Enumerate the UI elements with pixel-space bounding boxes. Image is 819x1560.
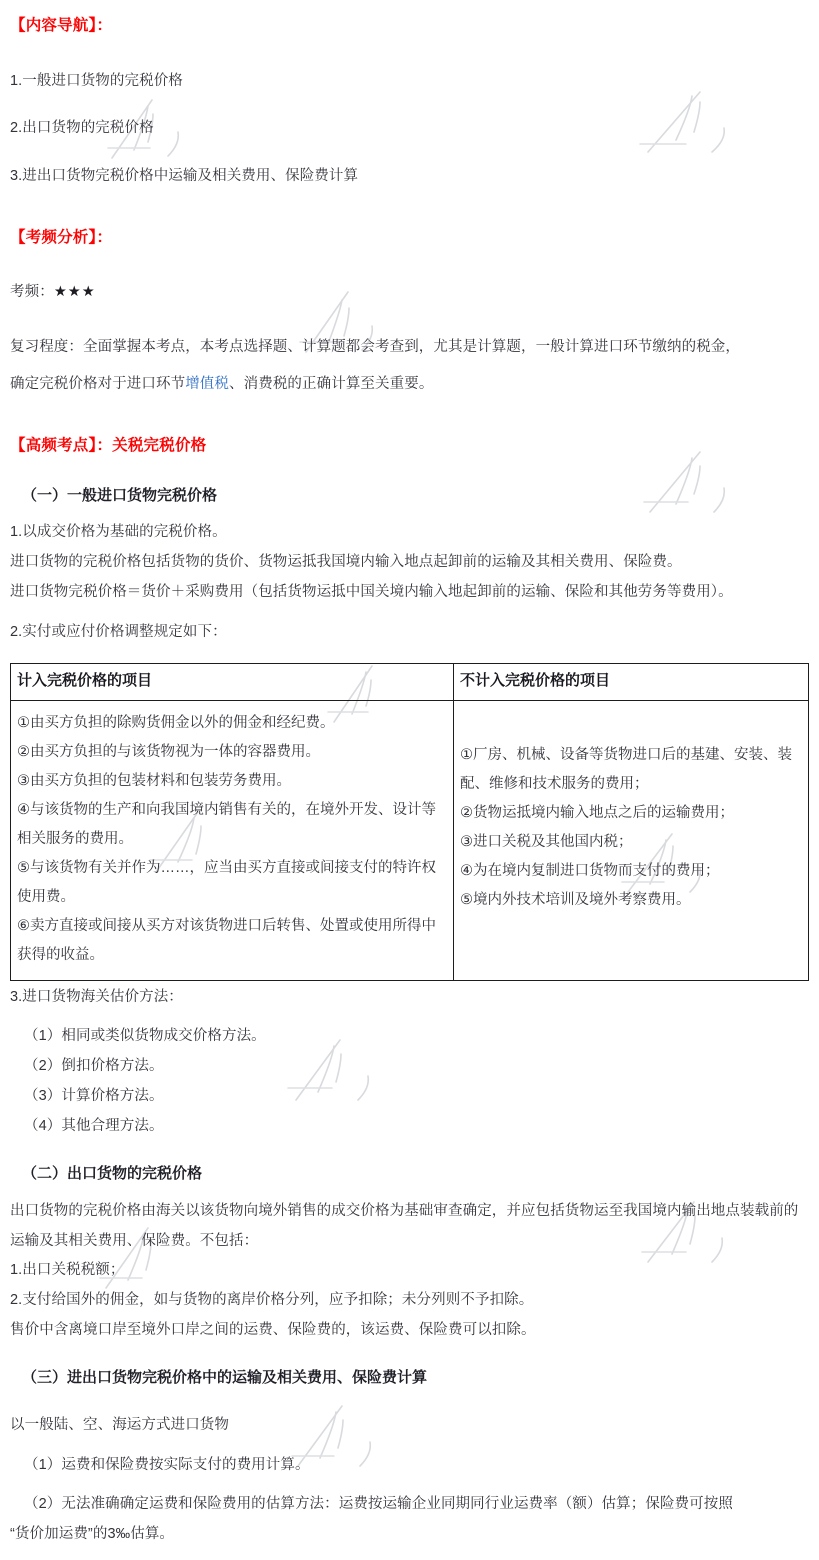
spacer xyxy=(10,100,809,110)
excluded-item-5: ⑤境内外技术培训及境外考察费用。 xyxy=(460,891,691,908)
spacer xyxy=(10,255,809,275)
included-item-1: ①由买方负担的除购货佣金以外的佣金和经纪费。 xyxy=(17,714,335,731)
section-3-item-2: （2）无法准确确定运费和保险费用的估算方法：运费按运输企业同期同行业运费率（额）估算；保险费可按照 xyxy=(24,1496,733,1513)
excluded-item-2: ②货物运抵境内输入地点之后的运输费用； xyxy=(460,804,734,821)
hot-topic-heading: 【高频考点】：关税完税价格 xyxy=(10,437,207,455)
section-3-item-1: （1）运费和保险费按实际支付的费用计算。 xyxy=(24,1456,310,1473)
spacer xyxy=(10,1141,809,1161)
table-header-excluded: 不计入完税价格的项目 xyxy=(454,664,809,701)
section-2-para-2: 1.出口关税税额； xyxy=(10,1262,125,1279)
section-2-para-1: 出口货物的完税价格由海关以该货物向境外销售的成交价格为基础审查确定，并应包括货物运至我国境内输出地点装载前的运输及其相关费用、保险费。不包括： xyxy=(10,1202,799,1249)
review-line-1: 复习程度：全面掌握本考点，本考点选择题、计算题都会考查到，尤其是计算题，一般计算进口环节缴纳的税金， xyxy=(10,338,740,355)
section-2-para-3: 2.支付给国外的佣金，如与货物的离岸价格分列，应予扣除；未分列则不予扣除。 xyxy=(10,1292,534,1309)
section-1-heading: （一）一般进口货物完税价格 xyxy=(22,486,218,504)
spacer xyxy=(10,1391,809,1411)
appraisal-item-2: （2）倒扣价格方法。 xyxy=(24,1058,164,1075)
frequency-stars: ★★★ xyxy=(53,283,96,300)
excluded-item-1: ①厂房、机械、设备等货物进口后的基建、安装、装配、维修和技术服务的费用； xyxy=(460,746,792,792)
review-line-2 xyxy=(10,366,809,404)
spacer xyxy=(10,463,809,483)
excluded-item-4: ④为在境内复制进口货物而支付的费用； xyxy=(460,862,720,879)
spacer xyxy=(10,1441,809,1451)
table-cell-excluded xyxy=(454,700,809,980)
nav-item-1: 1.一般进口货物的完税价格 xyxy=(10,72,183,89)
section-3-heading: （三）进出口货物完税价格中的运输及相关费用、保险费计算 xyxy=(22,1369,428,1387)
nav-item-3: 3.进出口货物完税价格中运输及相关费用、保险费计算 xyxy=(10,168,359,185)
spacer xyxy=(10,1012,809,1022)
table-cell-included xyxy=(11,700,454,980)
excluded-item-3: ③进口关税及其他国内税； xyxy=(460,833,633,850)
spacer xyxy=(10,43,809,63)
section-1-para-3: 进口货物完税价格＝货价＋采购费用（包括货物运抵中国关境内输入地起卸前的运输、保险和其他劳务等费用）。 xyxy=(10,583,733,600)
section-3-item-2-cont: “货价加运费”的3‰估算。 xyxy=(10,1526,175,1543)
section-1-para-1: 1.以成交价格为基础的完税价格。 xyxy=(10,524,227,541)
table-header-row xyxy=(11,664,809,701)
nav-heading: 【内容导航】： xyxy=(10,17,113,34)
appraisal-item-3: （3）计算价格方法。 xyxy=(24,1087,164,1104)
appraisal-item-4: （4）其他合理方法。 xyxy=(24,1117,164,1134)
table-row xyxy=(11,700,809,980)
duty-price-items-table xyxy=(10,663,809,981)
section-2-para-4: 售价中含离境口岸至境外口岸之间的运费、保险费的，该运费、保险费可以扣除。 xyxy=(10,1321,536,1338)
nav-item-2: 2.出口货物的完税价格 xyxy=(10,120,154,137)
table-header-included: 计入完税价格的项目 xyxy=(11,664,454,701)
review-line-2-prefix: 确定完税价格对于进口环节 xyxy=(10,376,186,393)
section-1-para-4: 2.实付或应付价格调整规定如下： xyxy=(10,623,227,640)
section-3-para-1: 以一般陆、空、海运方式进口货物 xyxy=(10,1416,229,1433)
section-1-para-2: 进口货物的完税价格包括货物的货价、货物运抵我国境内输入地点起卸前的运输及其相关费用、保险费。 xyxy=(10,554,682,571)
section-2-heading: （二）出口货物的完税价格 xyxy=(22,1165,203,1183)
included-item-5: ⑤与该货物有关并作为……，应当由买方直接或间接支付的特许权使用费。 xyxy=(17,859,436,905)
spacer xyxy=(10,309,809,329)
frequency-row xyxy=(10,275,809,309)
review-line-2-suffix: 、消费税的正确计算至关重要。 xyxy=(229,376,434,393)
included-item-4: ④与该货物的生产和向我国境内销售有关的，在境外开发、设计等相关服务的费用。 xyxy=(17,801,436,847)
spacer xyxy=(10,608,809,618)
spacer xyxy=(10,196,809,226)
analysis-heading: 【考频分析】： xyxy=(10,228,113,246)
spacer xyxy=(10,1480,809,1490)
appraisal-item-1: （1）相同或类似货物成交价格方法。 xyxy=(24,1028,266,1045)
vat-link[interactable]: 增值税 xyxy=(185,376,230,393)
appraisal-heading: 3.进口货物海关估价方法： xyxy=(10,988,183,1005)
included-item-2: ②由买方负担的与该货物视为一体的容器费用。 xyxy=(17,743,320,760)
included-item-3: ③由买方负担的包装材料和包装劳务费用。 xyxy=(17,772,291,789)
frequency-label: 考频： xyxy=(10,283,54,300)
spacer xyxy=(10,508,809,518)
spacer xyxy=(10,148,809,158)
spacer xyxy=(10,1345,809,1365)
included-item-6: ⑥卖方直接或间接从买方对该货物进口后转售、处置或使用所得中获得的收益。 xyxy=(17,917,436,963)
spacer xyxy=(10,404,809,434)
spacer xyxy=(10,1187,809,1197)
spacer xyxy=(10,647,809,657)
